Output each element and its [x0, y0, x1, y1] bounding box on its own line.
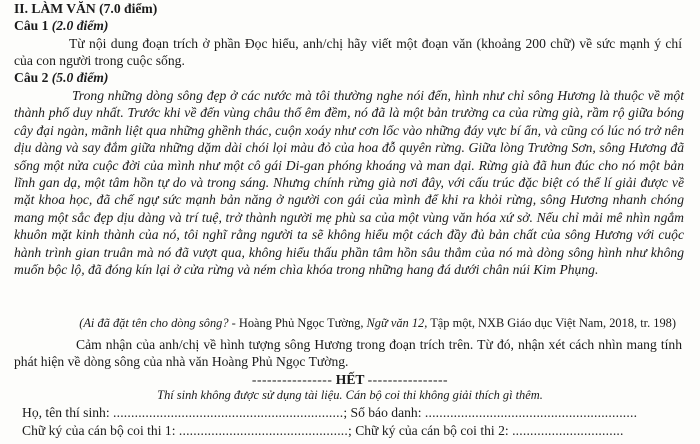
citation-title: (Ai đã đặt tên cho dòng sông?: [79, 316, 229, 330]
question-2-heading: [14, 69, 108, 86]
question-1-text: Từ nội dung đoạn trích ở phần Đọc hiểu, anh/chị hãy viết một đoạn văn (khoảng 200 chữ) về sức mạnh ý chí của con người trong cuộc sống.: [14, 36, 682, 69]
proctor-2-signature-field[interactable]: ...............................: [512, 423, 624, 438]
end-word: HẾT: [332, 372, 368, 387]
passage-citation: [0, 315, 676, 332]
section-title: [14, 0, 157, 17]
proctor-1-signature-field[interactable]: ...............................................: [178, 423, 349, 438]
question-2-passage: Trong những dòng sông đẹp ở các nước mà tôi thường nghe nói đến, hình như chỉ sông Hương là thuộc về một thành phố duy nhất. Trước khi về đến vùng châu thổ êm đềm, nó đã là một bản trường ca của rừng già, rầm rộ giữa bóng cây đại ngàn, mãnh liệt qua những ghềnh thác, cuộn xoáy như cơn lốc vào những đáy vực bí ẩn, và cũng có lúc nó trở nên dịu dàng và say đắm giữa những dặm dài chói lọi màu đỏ của hoa đỗ quyên rừng. Giữa lòng Trường Sơn, sông Hương đã sống một nửa cuộc đời của mình như một cô gái Di-gan phóng khoáng và man dại. Rừng già đã hun đúc cho nó một bản lĩnh gan dạ, một tâm hồn tự do và trong sáng. Nhưng chính rừng già nơi đây, với cấu trúc đặc biệt có thể lí giải được về mặt khoa học, đã chế ngự sức mạnh bản năng ở người con gái của mình để khi ra khỏi rừng, sông Hương nhanh chóng mang một sắc đẹp dịu dàng và trí tuệ, trở thành người mẹ phù sa của một vùng văn hóa xứ sở. Nếu chỉ mải mê nhìn ngắm khuôn mặt kinh thành của nó, tôi nghĩ rằng người ta sẽ không hiểu một cách đầy đủ bản chất của sông Hương với cuộc hành trình gian truân mà nó đã vượt qua, không hiểu thấu phần tâm hồn sâu thẳm của nó mà dòng sông hình như không muốn bộc lộ, đã đóng kín lại ở cửa rừng và ném chìa khóa trong những hang đá dưới chân núi Kim Phụng.: [14, 88, 684, 278]
candidate-name-label: Họ, tên thí sinh:: [22, 405, 114, 420]
question-2-task: Cảm nhận của anh/chị về hình tượng sông Hương trong đoạn trích trên. Từ đó, nhận xét cách nhìn mang tính phát hiện về dòng sông của nhà văn Hoàng Phủ Ngọc Tường.: [14, 337, 682, 370]
end-marker: [0, 371, 700, 388]
exam-note: Thí sinh không được sử dụng tài liệu. Cán bộ coi thi không giải thích gì thêm.: [157, 388, 543, 402]
candidate-number-label: ; Số báo danh:: [343, 405, 425, 420]
question-1-points: (2.0 điểm): [51, 18, 109, 33]
question-2-points: (5.0 điểm): [51, 70, 109, 85]
citation-book: Ngữ văn 12: [366, 316, 425, 330]
section-title-text: II. LÀM VĂN: [14, 1, 96, 16]
proctor-1-label: Chữ ký của cán bộ coi thi 1:: [22, 423, 179, 438]
candidate-name-field[interactable]: ................................................................: [113, 405, 344, 420]
question-1-heading: [14, 17, 108, 34]
proctor-2-label: ; Chữ ký của cán bộ coi thi 2:: [348, 423, 513, 438]
proctor-signature-line: [22, 422, 624, 439]
question-1-label: Câu 1: [14, 18, 49, 33]
end-dashes-left: ----------------: [251, 372, 333, 387]
end-dashes-right: ----------------: [367, 372, 449, 387]
candidate-info-line: [22, 404, 637, 421]
citation-rest: , Tập một, NXB Giáo dục Việt Nam, 2018, tr. 198): [424, 316, 676, 330]
question-2-label: Câu 2: [14, 70, 49, 85]
candidate-number-field[interactable]: ...........................................................: [424, 405, 638, 420]
citation-author: - Hoàng Phủ Ngọc Tường,: [228, 316, 367, 330]
section-points: (7.0 điểm): [99, 1, 158, 16]
